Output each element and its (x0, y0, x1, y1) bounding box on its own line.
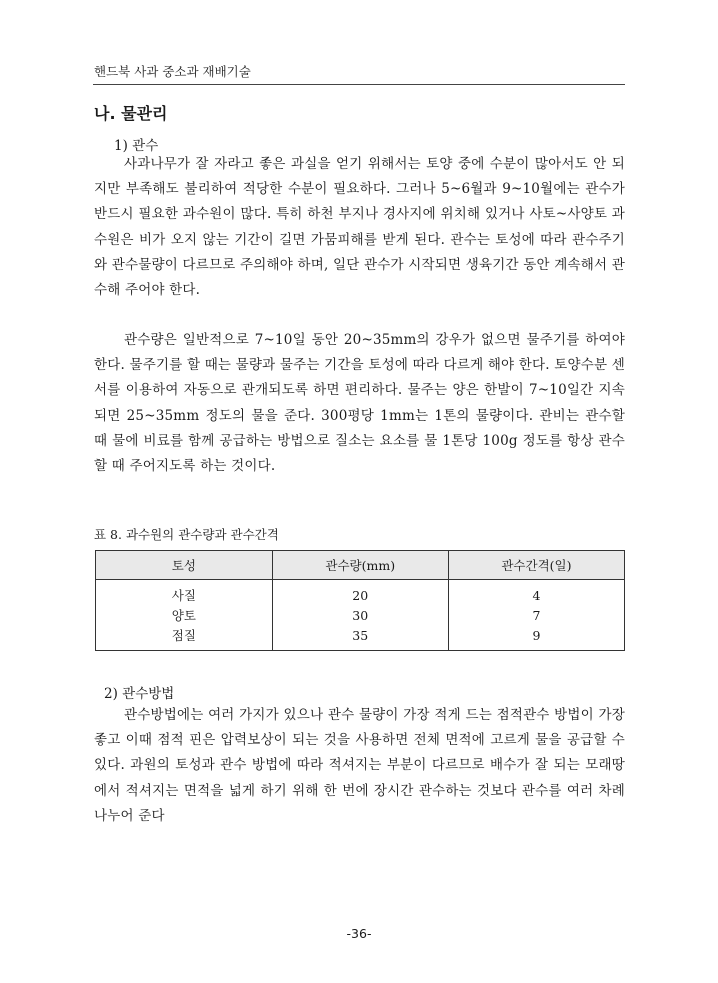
subsection-heading-irrigation: 1) 관수 (114, 138, 159, 154)
table-cell: 35 (272, 625, 448, 651)
table-cell: 사질 (96, 580, 273, 606)
column-header-interval: 관수간격(일) (448, 551, 624, 580)
table-cell: 양토 (96, 605, 273, 625)
irrigation-table (95, 550, 625, 651)
irrigation-paragraph-1: 사과나무가 잘 자라고 좋은 과실을 얻기 위해서는 토양 중에 수분이 많아서도 안 되지만 부족해도 불리하여 적당한 수분이 필요하다. 그러나 5~6월과 9~10월에는 관수가 반드시 필요한 과수원이 많다. 특히 하천 부지나 경사지에 위치해 있거나 사토~사양토 과수원은 비가 오지 않는 기간이 길면 가뭄피해를 받게 된다. 관수는 토성에 따라 관수주기와 관수물량이 다르므로 주의해야 하며, 일단 관수가 시작되면 생육기간 동안 계속해서 관수해 주어야 한다. (94, 156, 625, 299)
column-header-soil: 토성 (96, 551, 273, 580)
header-divider (93, 84, 625, 85)
table-cell: 점질 (96, 625, 273, 651)
table-cell: 4 (448, 580, 624, 606)
table-cell: 20 (272, 580, 448, 606)
section-heading: 나. 물관리 (94, 104, 168, 123)
subsection-heading-method: 2) 관수방법 (104, 686, 175, 702)
table-header-row (96, 551, 625, 580)
table-row (96, 580, 625, 606)
table-cell: 9 (448, 625, 624, 651)
table-row (96, 605, 625, 625)
table-cell: 30 (272, 605, 448, 625)
method-paragraph-1: 관수방법에는 여러 가지가 있으나 관수 물량이 가장 적게 드는 점적관수 방법이 가장 좋고 이때 점적 핀은 압력보상이 되는 것을 사용하면 전체 면적에 고르게 물을 공급할 수 있다. 과원의 토성과 관수 방법에 따라 적셔지는 부분이 다르므로 배수가 잘 되는 모래땅에서 적셔지는 면적을 넓게 하기 위해 한 번에 장시간 관수하는 것보다 관수를 여러 차례 나누어 준다 (94, 707, 625, 824)
table-row (96, 625, 625, 651)
table-caption: 표 8. 과수원의 관수량과 관수간격 (94, 527, 279, 542)
page-number: -36- (346, 926, 372, 941)
running-header: 핸드북 사과 중소과 재배기술 (94, 64, 251, 79)
irrigation-paragraph-2: 관수량은 일반적으로 7~10일 동안 20~35mm의 강우가 없으면 물주기를 하여야 한다. 물주기를 할 때는 물량과 물주는 기간을 토성에 따라 다르게 해야 한다. 토양수분 센서를 이용하여 자동으로 관개되도록 하면 편리하다. 물주는 양은 한발이 7~10일간 지속되면 25~35mm 정도의 물을 준다. 300평당 1mm는 1톤의 물량이다. 관비는 관수할 때 물에 비료를 함께 공급하는 방법으로 질소는 요소를 물 1톤당 100g 정도를 항상 관수할 때 주어지도록 하는 것이다. (94, 332, 625, 475)
table-cell: 7 (448, 605, 624, 625)
column-header-amount: 관수량(mm) (272, 551, 448, 580)
